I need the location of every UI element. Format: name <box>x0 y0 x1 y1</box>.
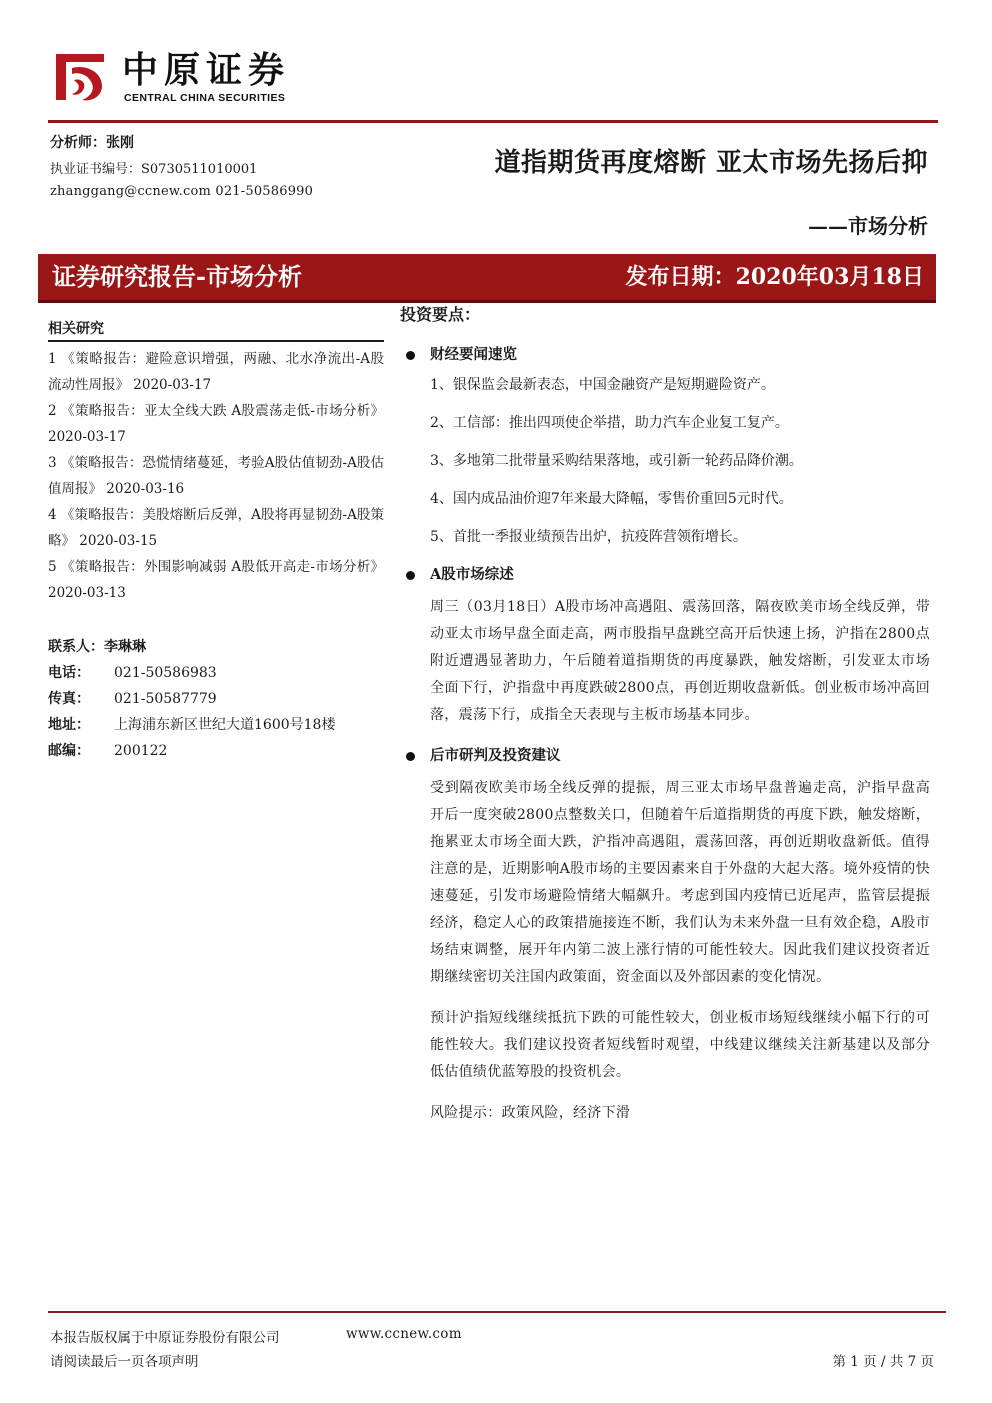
related-research-divider <box>48 340 384 342</box>
footer-website-link[interactable]: www.ccnew.com <box>346 1326 462 1342</box>
news-item: 3、多地第二批带量采购结果落地，或引新一轮药品降价潮。 <box>430 453 803 469</box>
related-research-item[interactable]: 2 《策略报告：亚太全线大跌 A股震荡走低-市场分析》 2020-03-17 <box>48 403 384 445</box>
bullet-icon <box>406 752 415 761</box>
report-category: 证券研究报告-市场分析 <box>52 262 302 291</box>
report-subtitle: ——市场分析 <box>808 214 928 238</box>
contact-phone-label: 电话： <box>48 665 90 681</box>
publish-date: 发布日期：2020年03月18日 <box>625 264 924 290</box>
contact-zip-row <box>48 740 384 766</box>
contact-person-row <box>48 636 384 662</box>
forecast-paragraph: 预计沪指短线继续抵抗下跌的可能性较大，创业板市场短线继续小幅下行的可能性较大。我们建议投资者短线暂时观望，中线建议继续关注新基建以及部分低估值绩优蓝筹股的投资机会。 <box>430 1010 930 1080</box>
outlook-paragraph: 受到隔夜欧美市场全线反弹的提振，周三亚太市场早盘普遍走高，沪指早盘高开后一度突破2800点整数关口，但随着午后道指期货的再度下跌，触发熔断，拖累亚太市场全面大跌，沪指冲高遇阻，震荡回落，再创近期收盘新低。值得注意的是，近期影响A股市场的主要因素来自于外盘的大起大落。境外疫情的快速蔓延，引发市场避险情绪大幅飙升。考虑到国内疫情已近尾声，监管层提振经济，稳定人心的政策措施接连不断，我们认为未来外盘一旦有效企稳，A股市场结束调整，展开年内第二波上涨行情的可能性较大。因此我们建议投资者近期继续密切关注国内政策面，资金面以及外部因素的变化情况。 <box>430 780 930 985</box>
analyst-certificate: 执业证书编号：S0730511010001 <box>50 162 258 177</box>
analyst-contact: zhanggang@ccnew.com 021-50586990 <box>50 184 314 199</box>
company-logo-chinese: 中原证券 <box>122 50 291 91</box>
header-divider <box>48 120 938 123</box>
related-research-panel <box>48 318 384 606</box>
related-research-item[interactable]: 1 《策略报告：避险意识增强，两融、北水净流出-A股流动性周报》 2020-03-17 <box>48 351 384 393</box>
contact-zip: 200122 <box>114 743 168 759</box>
contact-fax-label: 传真： <box>48 691 90 707</box>
footer-disclaimer-notice: 请阅读最后一页各项声明 <box>50 1354 199 1370</box>
market-section-heading <box>400 564 930 594</box>
company-logo-icon <box>52 48 110 106</box>
outlook-heading-text: 后市研判及投资建议 <box>430 747 561 764</box>
related-research-heading: 相关研究 <box>48 321 104 337</box>
news-item: 5、首批一季报业绩预告出炉，抗疫阵营领衔增长。 <box>430 529 747 545</box>
market-summary-paragraph: 周三（03月18日）A股市场冲高遇阻、震荡回落，隔夜欧美市场全线反弹，带动亚太市场早盘全面走高，两市股指早盘跳空高开后快速上扬，沪指在2800点附近遭遇显著助力，午后随着道指期货的再度暴跌，触发熔断，引发亚太市场全面下行，沪指盘中再度跌破2800点，再创近期收盘新低。创业板市场冲高回落，震荡下行，成指全天表现与主板市场基本同步。 <box>430 599 930 723</box>
related-research-item[interactable]: 5 《策略报告：外围影响减弱 A股低开高走-市场分析》 2020-03-13 <box>48 559 384 601</box>
contact-person-label: 联系人： <box>48 639 104 655</box>
contact-panel <box>48 636 384 766</box>
contact-phone: 021-50586983 <box>114 665 217 681</box>
company-logo-english: CENTRAL CHINA SECURITIES <box>124 92 286 104</box>
page-number: 第 1 页 / 共 7 页 <box>832 1354 934 1370</box>
market-heading-text: A股市场综述 <box>430 566 514 583</box>
bullet-icon <box>406 351 415 360</box>
contact-fax-row <box>48 688 384 714</box>
contact-zip-label: 邮编： <box>48 743 90 759</box>
news-item: 4、国内成品油价迎7年来最大降幅，零售价重回5元时代。 <box>430 491 793 507</box>
news-item: 2、工信部：推出四项使企举措，助力汽车企业复工复产。 <box>430 415 789 431</box>
related-research-item[interactable]: 4 《策略报告：美股熔断后反弹，A股将再显韧劲-A股策略》 2020-03-15 <box>48 507 384 549</box>
contact-address: 上海浦东新区世纪大道1600号18楼 <box>114 717 336 733</box>
news-heading-text: 财经要闻速览 <box>430 346 517 363</box>
bullet-icon <box>406 571 415 580</box>
related-research-list <box>48 346 384 606</box>
contact-address-label: 地址： <box>48 717 90 733</box>
contact-phone-row <box>48 662 384 688</box>
contact-fax: 021-50587779 <box>114 691 217 707</box>
news-item: 1、银保监会最新表态，中国金融资产是短期避险资产。 <box>430 377 775 393</box>
main-content <box>400 304 930 1127</box>
contact-address-row <box>48 714 384 740</box>
report-title: 道指期货再度熔断 亚太市场先扬后抑 <box>494 148 928 178</box>
key-points-heading: 投资要点： <box>400 305 481 324</box>
analyst-name: 分析师：张刚 <box>50 135 134 151</box>
footer-copyright: 本报告版权属于中原证券股份有限公司 <box>50 1330 280 1346</box>
outlook-section-heading <box>400 745 930 775</box>
related-research-item[interactable]: 3 《策略报告：恐慌情绪蔓延，考验A股估值韧劲-A股估值周报》 2020-03-16 <box>48 455 384 497</box>
risk-warning: 风险提示：政策风险，经济下滑 <box>430 1105 631 1121</box>
contact-person: 李琳琳 <box>104 639 146 655</box>
news-section-heading <box>400 344 930 374</box>
footer-divider <box>48 1311 946 1313</box>
